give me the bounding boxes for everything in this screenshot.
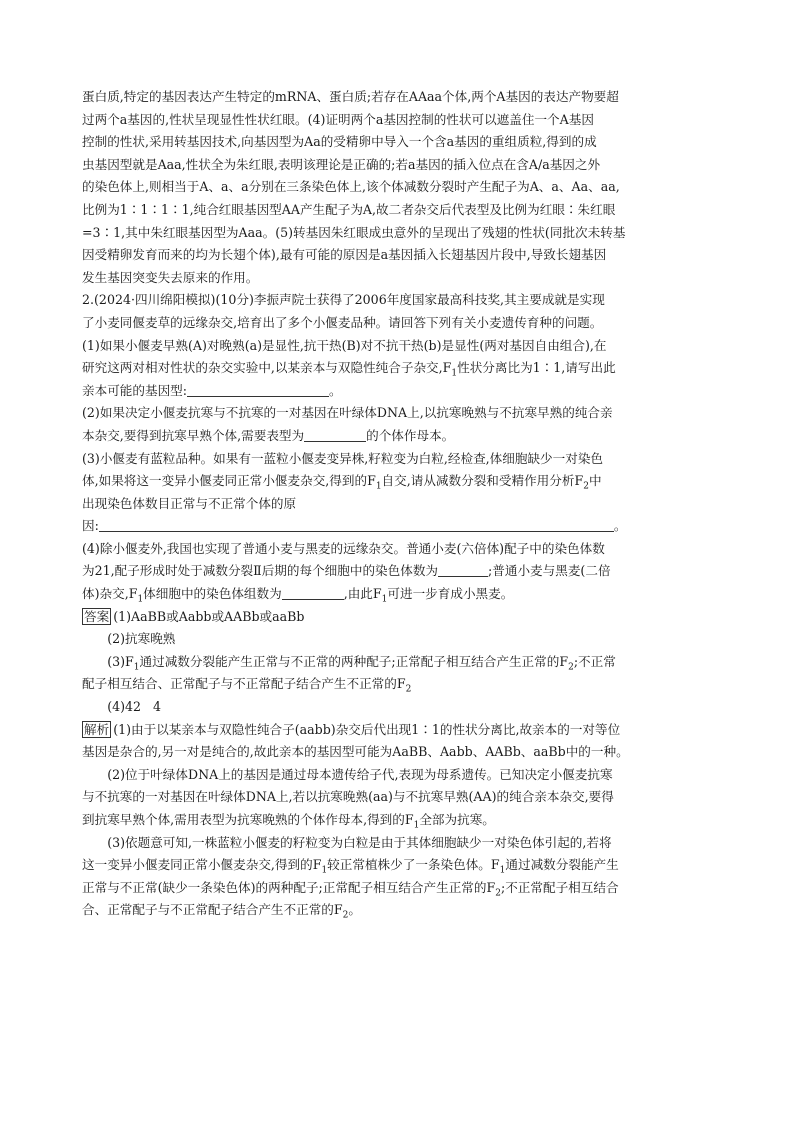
- subscript: 2: [568, 662, 574, 673]
- text: (3)F: [107, 653, 134, 669]
- answer-blank[interactable]: [99, 517, 614, 532]
- question-2: [82, 289, 714, 605]
- subscript: 1: [499, 865, 506, 876]
- subquestion-4: (4)除小偃麦外,我国也实现了普通小麦与黑麦的远缘杂交。普通小麦(六倍体)配子中的染色体数: [82, 540, 605, 556]
- subscript: 1: [137, 594, 144, 605]
- answer-tag: 答案: [84, 608, 110, 624]
- text: 合、正常配子与不正常配子结合产生不正常的F: [82, 902, 343, 918]
- subquestion-1: [82, 357, 714, 380]
- text: 体细胞中的染色体组数为: [143, 586, 282, 602]
- text-line: 因受精卵发育而来的均为长翅个体),最有可能的原因是a基因插入长翅基因片段中,导致长翅基因: [82, 247, 607, 263]
- subquestion-3: (3)小偃麦有蓝粒品种。如果有一蓝粒小偃麦变异株,籽粒变为白粒,经检查,体细胞缺少一对染色: [82, 450, 604, 466]
- text: 中: [588, 473, 602, 489]
- answer-line: (2)抗寒晚熟: [107, 631, 176, 647]
- subquestion-3: [82, 515, 714, 538]
- answer-blank[interactable]: [282, 585, 344, 600]
- analysis-section: [82, 719, 714, 922]
- subscript: 1: [375, 481, 382, 492]
- document-body: [82, 86, 714, 922]
- subscript: 2: [583, 481, 589, 492]
- analysis-line: [82, 719, 714, 742]
- answer-line: [82, 673, 714, 696]
- analysis-line: 基因是杂合的,另一对是纯合的,故此亲本的基因型可能为AaBB、Aabb、AABb、aaBb中的一种。: [82, 744, 629, 760]
- text: 研究这两对相对性状的杂交实验中,以某亲本与双隐性纯合子杂交,F: [82, 360, 452, 376]
- text: 全部为抗寒。: [419, 812, 495, 827]
- text: 正常与不正常(缺少一条染色体)的两种配子;正常配子相互结合产生正常的F: [82, 879, 496, 895]
- subquestion-3: 出现染色体数目正常与不正常个体的原: [82, 495, 297, 511]
- text: 因:: [82, 518, 99, 534]
- subscript: 2: [405, 684, 412, 695]
- analysis-tag: 解析: [84, 721, 110, 737]
- analysis-line: [82, 809, 714, 832]
- analysis-line: (3)依题意可知,一株蓝粒小偃麦的籽粒变为白粒是由于其体细胞缺少一对染色体引起的,若将: [107, 834, 612, 850]
- answer-blank[interactable]: [187, 382, 329, 397]
- answer-line: [82, 651, 714, 674]
- text: 配子相互结合、正常配子与不正常配子结合产生不正常的F: [82, 676, 406, 692]
- subquestion-2: (2)如果决定小偃麦抗寒与不抗寒的一对基因在叶绿体DNA上,以抗寒晚熟与不抗寒早熟的纯合亲: [82, 405, 613, 421]
- subquestion-3: [82, 470, 714, 493]
- subquestion-4: [82, 560, 714, 583]
- subscript: 1: [133, 662, 140, 673]
- text: 。: [348, 902, 361, 918]
- answer-line: (4)42 4: [107, 699, 162, 715]
- text: ;不正常配子相互结合: [500, 879, 619, 895]
- text: 到抗寒早熟个体,需用表型为抗寒晚熟的个体作母本,得到的F: [82, 812, 414, 827]
- text: 可进一步育成小黑麦。: [387, 586, 514, 602]
- subquestion-2: [82, 425, 714, 448]
- text: 亲本可能的基因型:: [82, 382, 187, 398]
- answer-blank[interactable]: [304, 427, 366, 442]
- question-stem: 2.(2024·四川绵阳模拟)(10分)李振声院士获得了2006年度国家最高科技奖,其主要成就是实现: [82, 292, 605, 308]
- text: 本杂交,要得到抗寒早熟个体,需要表型为: [82, 427, 305, 443]
- analysis-line: [82, 877, 714, 900]
- analysis-line: 与不抗寒的一对基因在叶绿体DNA上,若以抗寒晚熟(aa)与不抗寒早熟(AA)的纯合亲本杂交,要得: [82, 789, 614, 805]
- subscript: 2: [342, 910, 349, 921]
- text: ;不正常: [573, 653, 616, 669]
- text-line: =3∶1,其中朱红眼基因型为Aaa。(5)转基因朱红眼成虫意外的呈现出了残翅的性状(同批次未转基: [82, 224, 626, 240]
- question-stem: 了小麦同偃麦草的远缘杂交,培育出了多个小偃麦品种。请回答下列有关小麦遗传育种的问题。: [82, 314, 603, 330]
- answer-line: [82, 606, 714, 629]
- text-line: 蛋白质,特定的基因表达产生特定的mRNA、蛋白质;若存在AAaa个体,两个A基因的表达产物要超: [82, 89, 619, 104]
- analysis-line: [82, 854, 714, 877]
- text: 较正常植株少了一条染色体。F: [327, 857, 500, 873]
- analysis-line: [82, 899, 714, 922]
- subscript: 2: [495, 888, 501, 899]
- answer-blank[interactable]: [438, 562, 488, 577]
- answer-section: [82, 606, 714, 719]
- text: 。: [329, 382, 342, 398]
- text: (1)由于以某亲本与双隐性纯合子(aabb)杂交后代出现1∶1的性状分离比,故亲本的一对等位: [113, 721, 621, 737]
- text-line: 的染色体上,则相当于A、a、a分别在三条染色体上,该个体减数分裂时产生配子为A、a、Aa、aa,: [82, 179, 620, 195]
- subscript: 1: [451, 368, 458, 379]
- subscript: 1: [381, 594, 388, 605]
- text: 性状分离比为1∶1,请写出此: [457, 360, 616, 376]
- text: (1)AaBB或Aabb或AABb或aaBb: [113, 608, 305, 624]
- text: 体)杂交,F: [82, 586, 138, 602]
- text-line: 发生基因突变失去原来的作用。: [82, 269, 259, 285]
- previous-analysis: [82, 86, 714, 289]
- subscript: 1: [321, 865, 328, 876]
- analysis-line: (2)位于叶绿体DNA上的基因是通过母本遗传给子代,表现为母系遗传。已知决定小偃麦抗寒: [107, 766, 613, 782]
- text-line: 过两个a基因的,性状呈现显性性状红眼。(4)证明两个a基因控制的性状可以遮盖住一个A基因: [82, 111, 594, 127]
- text: ,由此F: [343, 586, 382, 602]
- subscript: 1: [413, 820, 420, 831]
- text-line: 虫基因型就是Aaa,性状全为朱红眼,表明该理论是正确的;若a基因的插入位点在含A/a基因之外: [82, 156, 601, 172]
- subquestion-1: [82, 380, 714, 403]
- text: 为21,配子形成时处于减数分裂Ⅱ后期的每个细胞中的染色体数为: [82, 563, 439, 579]
- subquestion-4: [82, 583, 714, 606]
- text: 。: [613, 518, 627, 534]
- text: 的个体作母本。: [366, 427, 455, 443]
- text: 通过减数分裂能产生: [505, 857, 619, 873]
- text: 通过减数分裂能产生正常与不正常的两种配子;正常配子相互结合产生正常的F: [139, 653, 569, 669]
- text: 自交,请从减数分裂和受精作用分析F: [381, 473, 584, 489]
- subquestion-1: (1)如果小偃麦早熟(A)对晚熟(a)是显性,抗干热(B)对不抗干热(b)是显性(两对基因自由组合),在: [82, 337, 607, 353]
- text: ;普通小麦与黑麦(二倍: [488, 563, 611, 579]
- text: 这一变异小偃麦同正常小偃麦杂交,得到的F: [82, 857, 322, 873]
- text-line: 控制的性状,采用转基因技术,向基因型为Aa的受精卵中导入一个含a基因的重组质粒,得到的成: [82, 134, 597, 150]
- text-line: 比例为1∶1∶1∶1,纯合红眼基因型AA产生配子为A,故二者杂交后代表型及比例为红眼∶朱红眼: [82, 201, 616, 217]
- text: 体,如果将这一变异小偃麦同正常小偃麦杂交,得到的F: [82, 473, 376, 489]
